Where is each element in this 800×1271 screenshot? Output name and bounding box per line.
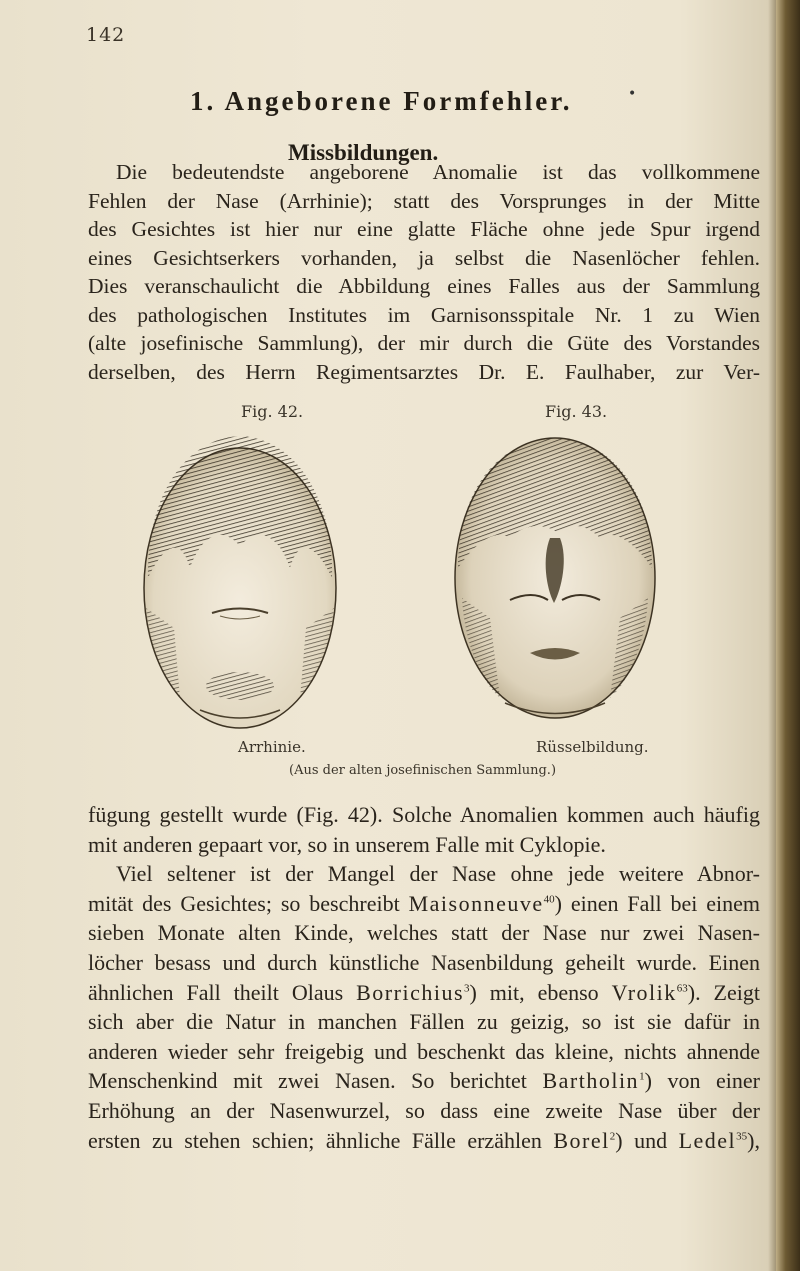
author-name: Borrichius: [356, 979, 465, 1005]
subheading: Missbildungen.: [288, 140, 439, 165]
text-line: anderen wieder sehr freigebig und beschenkt das kleine, nichts ahnende: [88, 1038, 760, 1064]
reference-number: 40: [543, 893, 555, 906]
text-line: ähnlichen Fall theilt Olaus Borrichius$^3$) mit, ebenso Vrolik$^{63}$). Zeigt: [88, 979, 760, 1005]
infant-head-arrhinia-illustration: [140, 428, 340, 734]
text-line: des Gesichtes ist hier nur eine glatte Fläche ohne jede Spur irgend: [88, 217, 760, 241]
author-name: Borel: [553, 1127, 610, 1153]
author-name: Vrolik: [611, 979, 677, 1005]
text-line: ersten zu stehen schien; ähnliche Fälle erzählen Borel$^2$) und Ledel$^{35}$),: [88, 1127, 760, 1153]
text-line: Viel seltener ist der Mangel der Nase ohne jede weitere Abnor-: [116, 861, 760, 887]
author-name: Ledel: [678, 1127, 737, 1153]
reference-number: 3: [464, 982, 470, 995]
figure-42-caption: Arrhinie.: [238, 738, 306, 756]
text-line: des pathologischen Institutes im Garnisonsspitale Nr. 1 zu Wien: [88, 302, 760, 327]
paragraph-2: [88, 800, 760, 1155]
book-binding-edge: [776, 0, 800, 1271]
text-line: Menschenkind mit zwei Nasen. So berichtet Bartholin$^1$) von einer: [88, 1068, 760, 1094]
reference-number: 1: [639, 1071, 645, 1084]
text-line: sieben Monate alten Kinde, welches statt der Nase nur zwei Nasen-: [88, 920, 760, 946]
section-marker: •: [628, 86, 637, 102]
text-line: mit anderen gepaart vor, so in unserem Falle mit Cyklopie.: [88, 831, 606, 857]
text-line: eines Gesichtserkers vorhanden, ja selbst die Nasenlöcher fehlen.: [88, 245, 760, 270]
text-line: Dies veranschaulicht die Abbildung eines Falles aus der Sammlung: [88, 274, 760, 298]
figure-43-caption: Rüsselbildung.: [536, 738, 649, 756]
figure-42-number: Fig. 42.: [241, 402, 304, 421]
text-line: löcher besass und durch künstliche Nasenbildung geheilt wurde. Einen: [88, 949, 760, 975]
reference-number: 35: [736, 1130, 748, 1143]
text-line: Die bedeutendste angeborene Anomalie ist das vollkommene: [116, 160, 760, 184]
text-line: Erhöhung an der Nasenwurzel, so dass eine zweite Nase über der: [88, 1097, 760, 1123]
reference-number: 63: [676, 982, 688, 995]
text-line: Fehlen der Nase (Arrhinie); statt des Vorsprunges in der Mitte: [88, 188, 760, 213]
section-heading: 1. Angeborene Formfehler.: [190, 86, 573, 116]
text-line: fügung gestellt wurde (Fig. 42). Solche Anomalien kommen auch häufig: [88, 802, 760, 827]
reference-number: 2: [609, 1130, 616, 1143]
author-name: Bartholin: [542, 1068, 640, 1094]
figure-43-number: Fig. 43.: [545, 402, 608, 421]
infant-head-proboscis-illustration: [450, 428, 660, 728]
text-line: derselben, des Herrn Regimentsarztes Dr. E. Faulhaber, zur Ver-: [88, 359, 760, 384]
text-line: mität des Gesichtes; so beschreibt Maisonneuve$^{40}$) einen Fall bei einem: [88, 890, 760, 916]
paragraph-1: [88, 158, 760, 386]
page-number: 142: [86, 24, 126, 46]
figure-source-note: (Aus der alten josefinischen Sammlung.): [289, 763, 557, 778]
text-line: sich aber die Natur in manchen Fällen zu geizig, so ist sie dafür in: [88, 1009, 760, 1035]
text-line: (alte josefinische Sammlung), der mir durch die Güte des Vorstandes: [88, 331, 760, 355]
author-name: Maisonneuve: [408, 890, 544, 916]
